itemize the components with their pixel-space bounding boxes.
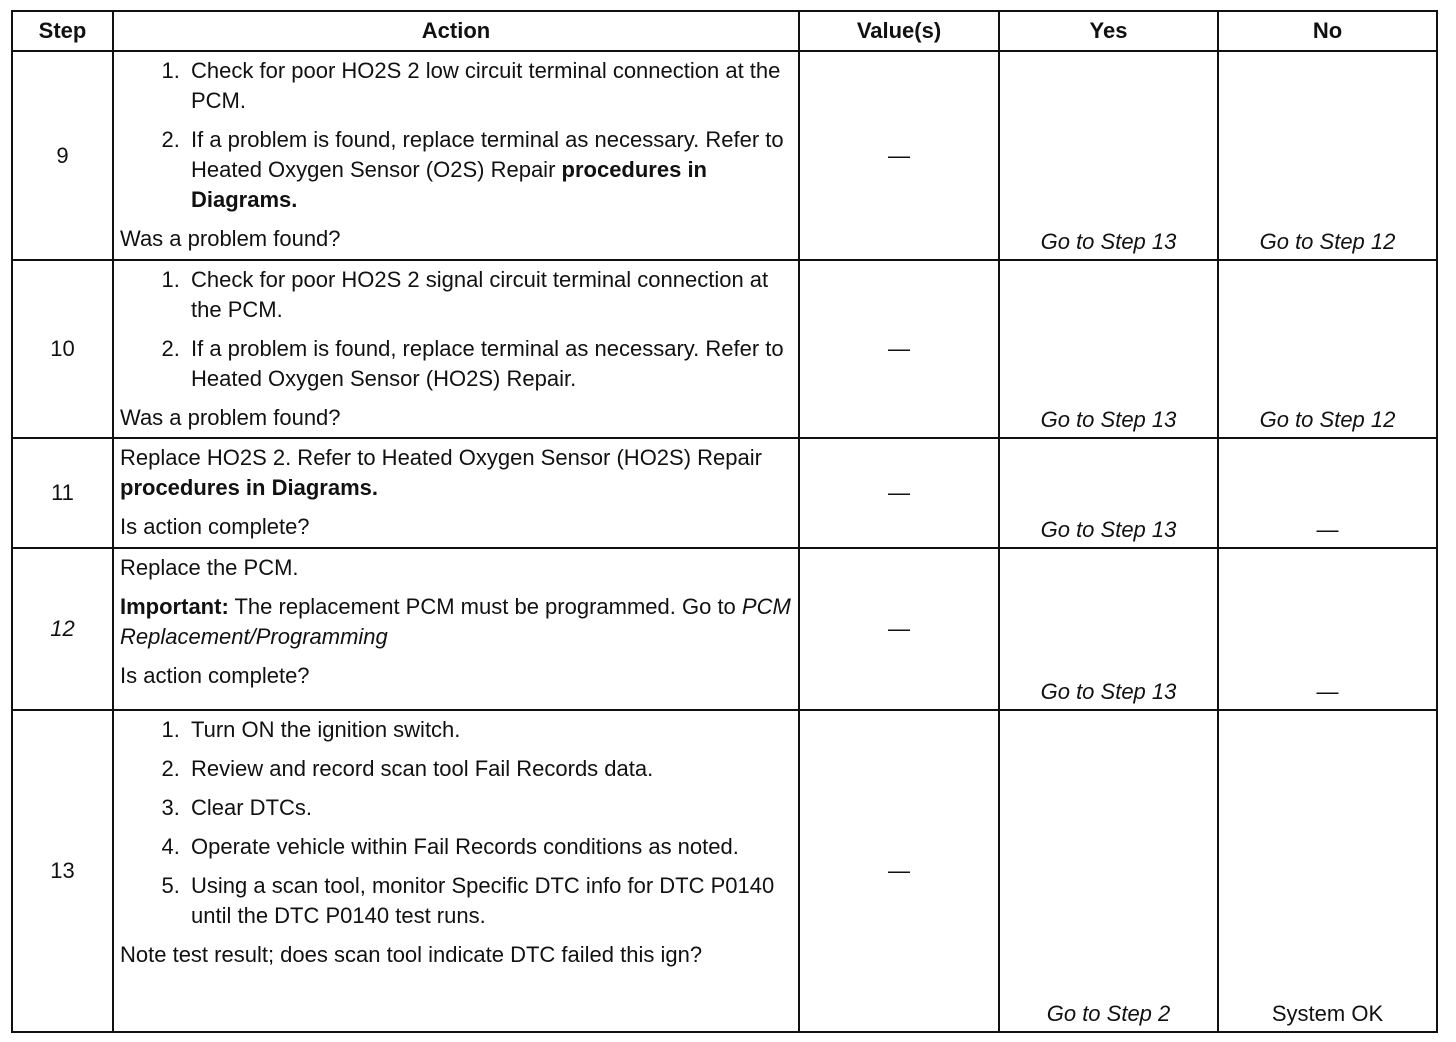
step-number: 9 <box>12 51 113 260</box>
action-cell <box>113 710 799 1032</box>
value-cell: — <box>799 438 999 548</box>
important-note <box>120 592 794 652</box>
instruction-text: Replace HO2S 2. Refer to Heated Oxygen Sensor (HO2S) Repair <box>120 445 762 470</box>
header-action: Action <box>113 11 799 51</box>
value-cell: — <box>799 51 999 260</box>
no-cell: Go to Step 12 <box>1218 260 1437 438</box>
yes-cell: Go to Step 13 <box>999 438 1218 548</box>
question: Is action complete? <box>120 514 310 539</box>
table-row <box>12 548 1437 710</box>
list-item: 1. Check for poor HO2S 2 signal circuit terminal connection at the PCM. <box>186 265 794 325</box>
action-list <box>120 265 794 394</box>
list-item <box>186 125 794 215</box>
step-number: 11 <box>12 438 113 548</box>
header-no: No <box>1218 11 1437 51</box>
value-cell: — <box>799 260 999 438</box>
list-item: 1. Turn ON the ignition switch. <box>186 715 794 745</box>
instruction-bold-text: procedures in Diagrams. <box>120 475 378 500</box>
action-list <box>120 56 794 215</box>
yes-cell: Go to Step 13 <box>999 260 1218 438</box>
list-item: 1. Check for poor HO2S 2 low circuit terminal connection at the PCM. <box>186 56 794 116</box>
value-cell: — <box>799 710 999 1032</box>
instruction: Replace the PCM. <box>120 555 299 580</box>
table-row <box>12 438 1437 548</box>
action-cell <box>113 438 799 548</box>
list-item: 2. If a problem is found, replace terminal as necessary. Refer to Heated Oxygen Sensor (HO2S) Repair. <box>186 334 794 394</box>
no-cell: — <box>1218 438 1437 548</box>
no-cell: — <box>1218 548 1437 710</box>
header-step: Step <box>12 11 113 51</box>
no-cell: System OK <box>1218 710 1437 1032</box>
list-item: 4. Operate vehicle within Fail Records conditions as noted. <box>186 832 794 862</box>
item-bold-text: procedures in Diagrams. <box>191 157 707 212</box>
list-item: 5. Using a scan tool, monitor Specific DTC info for DTC P0140 until the DTC P0140 test runs. <box>186 871 794 931</box>
step-number: 10 <box>12 260 113 438</box>
table-row <box>12 260 1437 438</box>
important-text: The replacement PCM must be programmed. Go to <box>228 594 742 619</box>
step-number: 12 <box>12 548 113 710</box>
header-values: Value(s) <box>799 11 999 51</box>
yes-cell: Go to Step 13 <box>999 51 1218 260</box>
question: Is action complete? <box>120 663 310 688</box>
pcm-replacement-link[interactable]: PCM Replacement/Programming <box>120 594 791 649</box>
important-label: Important: <box>120 594 229 619</box>
action-cell <box>113 260 799 438</box>
action-cell <box>113 51 799 260</box>
no-cell: Go to Step 12 <box>1218 51 1437 260</box>
value-cell: — <box>799 548 999 710</box>
action-list <box>120 715 794 931</box>
header-yes: Yes <box>999 11 1218 51</box>
question: Was a problem found? <box>120 405 341 430</box>
header-row <box>12 11 1437 51</box>
list-item: 3. Clear DTCs. <box>186 793 794 823</box>
yes-cell: Go to Step 13 <box>999 548 1218 710</box>
question: Note test result; does scan tool indicate DTC failed this ign? <box>120 942 703 967</box>
action-cell <box>113 548 799 710</box>
diagnostic-table <box>11 10 1438 1033</box>
yes-cell: Go to Step 2 <box>999 710 1218 1032</box>
list-item: 2. Review and record scan tool Fail Records data. <box>186 754 794 784</box>
item-text: If a problem is found, replace terminal as necessary. Refer to Heated Oxygen Sensor (O2S) Repair <box>191 127 784 182</box>
table-row <box>12 710 1437 1032</box>
instruction <box>120 443 794 503</box>
table-row <box>12 51 1437 260</box>
question: Was a problem found? <box>120 226 341 251</box>
step-number: 13 <box>12 710 113 1032</box>
